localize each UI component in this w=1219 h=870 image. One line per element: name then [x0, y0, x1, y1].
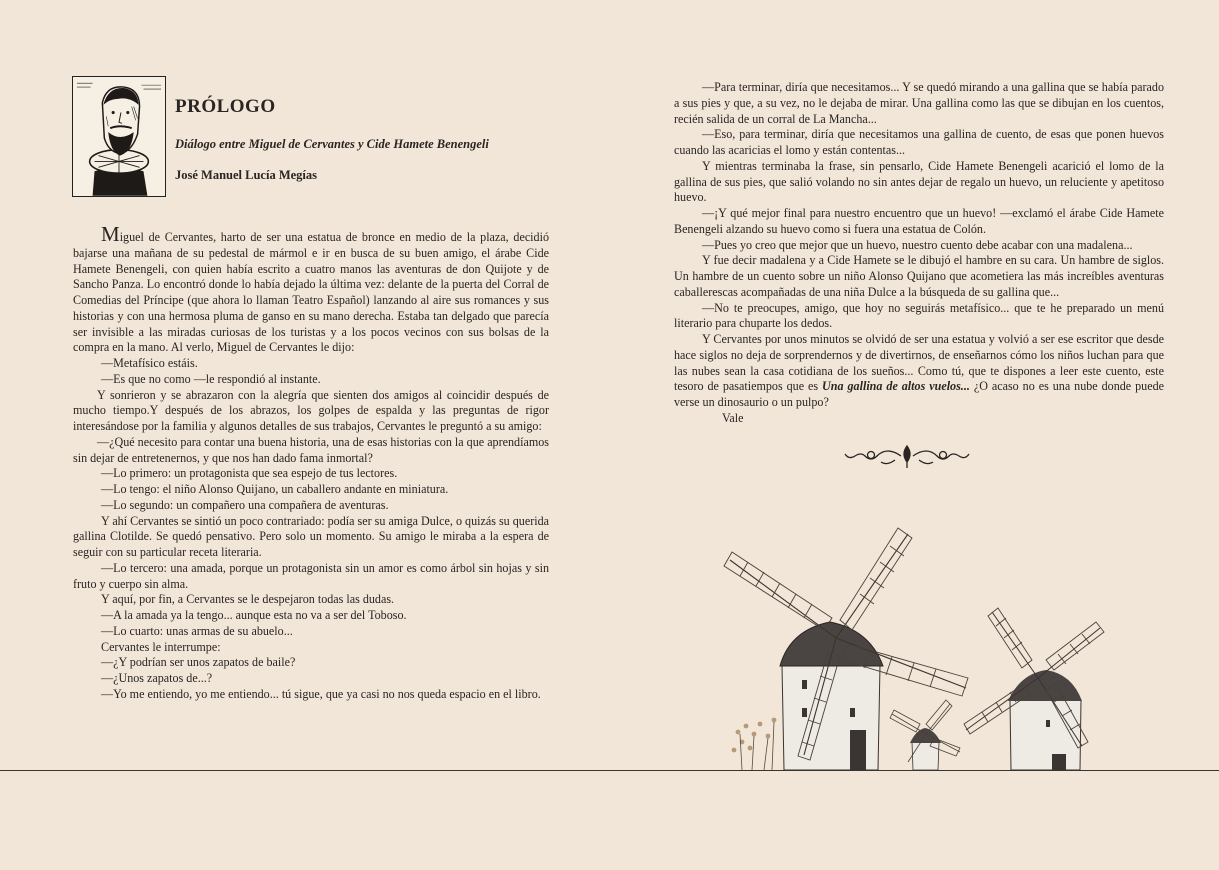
author-name: José Manuel Lucía Megías — [175, 168, 318, 182]
right-body-text — [674, 80, 1164, 427]
paragraph: —A la amada ya la tengo... aunque esta no va a ser del Toboso. — [101, 608, 407, 622]
paragraph: —Lo tengo: el niño Alonso Quijano, un caballero andante en miniatura. — [101, 482, 449, 496]
paragraph: —Eso, para terminar, diría que necesitamos una gallina de cuento, de esas que ponen huevos cuando las acaricias el lomo y están contentas... — [674, 127, 1164, 157]
paragraph: —Metafísico estáis. — [101, 356, 198, 370]
paragraph: —No te preocupes, amigo, que hoy no seguirás metafísico... que te he preparado un menú literario para chuparte los dedos. — [674, 300, 1164, 331]
paragraph: —¿Qué necesito para contar una buena historia, una de esas historias con la que aprendíamos sin dejar de entretenernos, y que nos han dado fama inmortal? — [73, 434, 549, 465]
paragraph: —Para terminar, diría que necesitamos... Y se quedó mirando a una gallina que se había parado a sus pies y que, a su vez, no le dejaba de mirar. Una gallina como las que se dibujan en los cuentos, recién salida de un corral de La Mancha... — [674, 80, 1164, 126]
sign-off: Vale — [722, 410, 744, 425]
paragraph: —¿Unos zapatos de...? — [101, 671, 213, 685]
paragraph: Miguel de Cervantes, harto de ser una estatua de bronce en medio de la plaza, decidió bajarse una mañana de su pedestal de mármol e ir en busca de su buen amigo, el árabe Cide Hamete Benengeli, con quien había escrito a cuatro manos las aventuras de don Quijote y de Sancho Panza. Lo encontró donde lo había dejado la última vez: delante de la puerta del Corral de Comedias del Príncipe (que ahora lo llaman Teatro Español) lanzando al aire sus romances y sus historias y con una hermosa pluma de ganso en su mano derecha. Estaba tan delgado que parecía ser invisible a las miradas curiosas de los turistas y a los pocos vecinos con sus bolsas de la compra en la mano. Al verlo, Miguel de Cervantes le dijo: — [73, 222, 549, 355]
page-subtitle: Diálogo entre Miguel de Cervantes y Cide Hamete Benengeli — [175, 137, 489, 151]
page-title: PRÓLOGO — [175, 96, 276, 117]
paragraph: Y ahí Cervantes se sintió un poco contrariado: podía ser su amiga Dulce, o quizás su querida gallina Clotilde. Se quedó pensativo. Pero solo un momento. Su amigo le miraba a la espera de seguir con su particular receta literaria. — [73, 513, 549, 559]
windmills-illustration-icon — [720, 520, 1120, 772]
paragraph: —Es que no como —le respondió al instante. — [101, 371, 321, 386]
paragraph: —Lo primero: un protagonista que sea espejo de tus lectores. — [101, 466, 398, 481]
paragraph: —Lo segundo: un compañero una compañera de aventuras. — [101, 497, 389, 512]
cervantes-portrait-icon — [72, 76, 166, 197]
paragraph: —Pues yo creo que mejor que un huevo, nuestro cuento debe acabar con una madalena... — [702, 237, 1133, 252]
book-title: Una gallina de altos vuelos... — [822, 379, 970, 394]
paragraph: Y mientras terminaba la frase, sin pensarlo, Cide Hamete Benengeli acarició el lomo de la gallina de sus pies, que salió volando no sin antes dejar de regalo un huevo, un reluciente y apetitoso huevo. — [674, 158, 1164, 205]
left-body-text — [73, 222, 549, 703]
drop-cap: M — [101, 222, 120, 246]
paragraph: —¡Y qué mejor final para nuestro encuentro que un huevo! —exclamó el árabe Cide Hamete Benengeli alzando su huevo como si fuera una estatua de Colón. — [674, 206, 1164, 236]
paragraph: Cervantes le interrumpe: — [101, 639, 221, 654]
paragraph: Y fue decir madalena y a Cide Hamete se le dibujó el hambre en su cara. Un hambre de siglos. Un hambre de un cuento sobre un niño Alonso Quijano que acometiera las más increíbles aventuras caballerescas acompañadas de una niña Dulce a la búsqueda de su gallina que... — [674, 253, 1164, 299]
paragraph: Y sonrieron y se abrazaron con la alegría que sienten dos amigos al coincidir después de mucho tiempo.Y después de los abrazos, los golpes de espalda y las preguntas de rigor interesándose por la familia y algunos detalles de sus trabajos, Cervantes le preguntó a su amigo: — [73, 387, 549, 433]
paragraph: —Yo me entiendo, yo me entiendo... tú sigue, que ya casi no nos queda espacio en el libro. — [101, 686, 541, 701]
flourish-ornament-icon — [841, 440, 973, 470]
paragraph: Y Cervantes por unos minutos se olvidó de ser una estatua y volvió a ser ese escritor que desde hace siglos no deja de sorprendernos y de divertirnos, de enseñarnos cómo los niños luchan para que las nubes sean la casa cotidiana de los sueños... Como tú, que te dispones a leer este cuento, este tesoro de pasatiempos que es Una gallina de altos vuelos... ¿O acaso no es una nube donde puede verse un dinosaurio o un pulpo? — [674, 332, 1164, 409]
paragraph: Y aquí, por fin, a Cervantes se le despejaron todas las dudas. — [101, 592, 395, 607]
paragraph: —¿Y podrían ser unos zapatos de baile? — [101, 655, 296, 670]
paragraph: —Lo tercero: una amada, porque un protagonista sin un amor es como árbol sin hojas y sin fruto y cuerpo sin alma. — [73, 560, 549, 591]
paragraph: —Lo cuarto: unas armas de su abuelo... — [101, 623, 293, 638]
